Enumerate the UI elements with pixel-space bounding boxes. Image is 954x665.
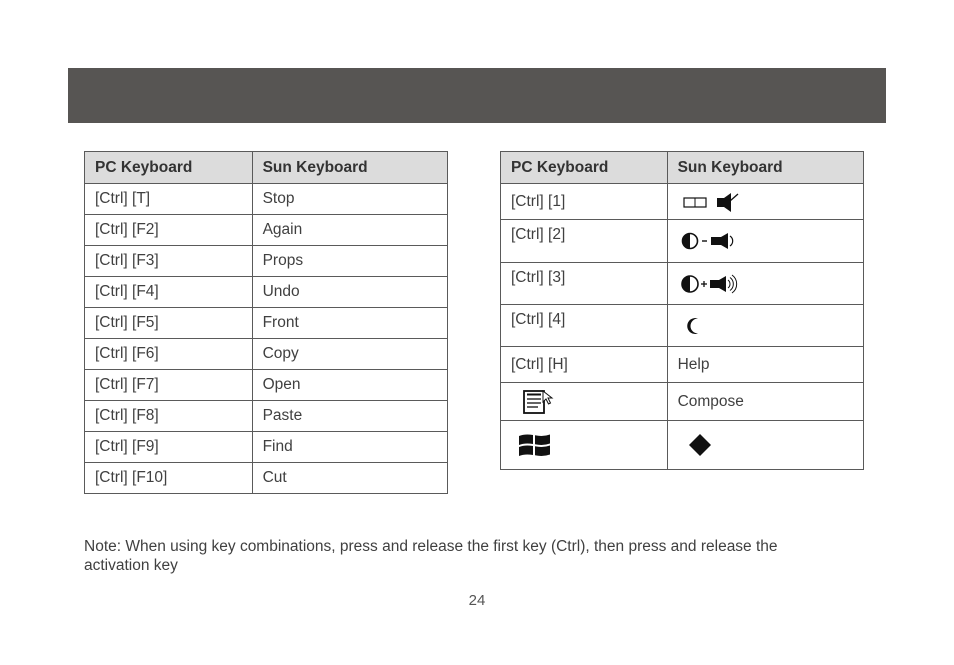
column-header-pc: PC Keyboard [85,152,253,184]
table-row [85,184,448,215]
moon-icon [678,315,708,337]
sun-key-cell: Open [252,370,447,401]
mute-speaker-icon [678,191,740,213]
header-bar [68,68,886,123]
pc-key-cell: [Ctrl] [4] [501,305,668,347]
table-row [85,308,448,339]
menu-key-icon [521,388,557,416]
sun-key-cell: Props [252,246,447,277]
sun-key-cell [667,184,863,220]
pc-key-cell: [Ctrl] [F6] [85,339,253,370]
table-row [85,339,448,370]
pc-key-cell: [Ctrl] [F4] [85,277,253,308]
table-header-row [85,152,448,184]
sun-key-cell: Find [252,432,447,463]
keymap-table-right [500,151,864,470]
sun-key-cell: Help [667,347,863,383]
table-row [85,432,448,463]
sun-key-cell: Copy [252,339,447,370]
pc-key-cell [501,383,668,421]
volume-up-icon [678,272,742,296]
sun-key-cell: Paste [252,401,447,432]
column-header-pc: PC Keyboard [501,152,668,184]
windows-key-icon [516,430,554,460]
pc-key-cell: [Ctrl] [F3] [85,246,253,277]
sun-key-cell: Front [252,308,447,339]
table-row [501,347,864,383]
table-row [85,463,448,494]
pc-key-cell [501,421,668,470]
pc-key-cell: [Ctrl] [3] [501,263,668,305]
sun-key-cell [667,263,863,305]
table-header-row [501,152,864,184]
page-number: 24 [468,592,486,609]
table-row [501,305,864,347]
sun-key-cell: Compose [667,383,863,421]
pc-key-cell: [Ctrl] [H] [501,347,668,383]
table-row [85,370,448,401]
table-row [85,246,448,277]
pc-key-cell: [Ctrl] [F5] [85,308,253,339]
pc-key-cell: [Ctrl] [T] [85,184,253,215]
pc-key-cell: [Ctrl] [2] [501,220,668,263]
table-row [85,215,448,246]
pc-key-cell: [Ctrl] [F9] [85,432,253,463]
table-row [85,277,448,308]
table-row [501,383,864,421]
keymap-table-left [84,151,448,494]
sun-key-cell [667,421,863,470]
diamond-icon [687,432,713,458]
sun-key-cell [667,305,863,347]
column-header-sun: Sun Keyboard [252,152,447,184]
note-text: Note: When using key combinations, press and release the first key (Ctrl), then press and release the activation key [84,538,778,574]
table-row [501,263,864,305]
pc-key-cell: [Ctrl] [F10] [85,463,253,494]
table-row [501,184,864,220]
sun-key-cell: Cut [252,463,447,494]
sun-key-cell: Undo [252,277,447,308]
sun-key-cell [667,220,863,263]
volume-down-icon [678,230,740,252]
pc-key-cell: [Ctrl] [1] [501,184,668,220]
column-header-sun: Sun Keyboard [667,152,863,184]
table-row [501,421,864,470]
sun-key-cell: Again [252,215,447,246]
pc-key-cell: [Ctrl] [F7] [85,370,253,401]
sun-key-cell: Stop [252,184,447,215]
pc-key-cell: [Ctrl] [F2] [85,215,253,246]
table-row [501,220,864,263]
pc-key-cell: [Ctrl] [F8] [85,401,253,432]
table-row [85,401,448,432]
